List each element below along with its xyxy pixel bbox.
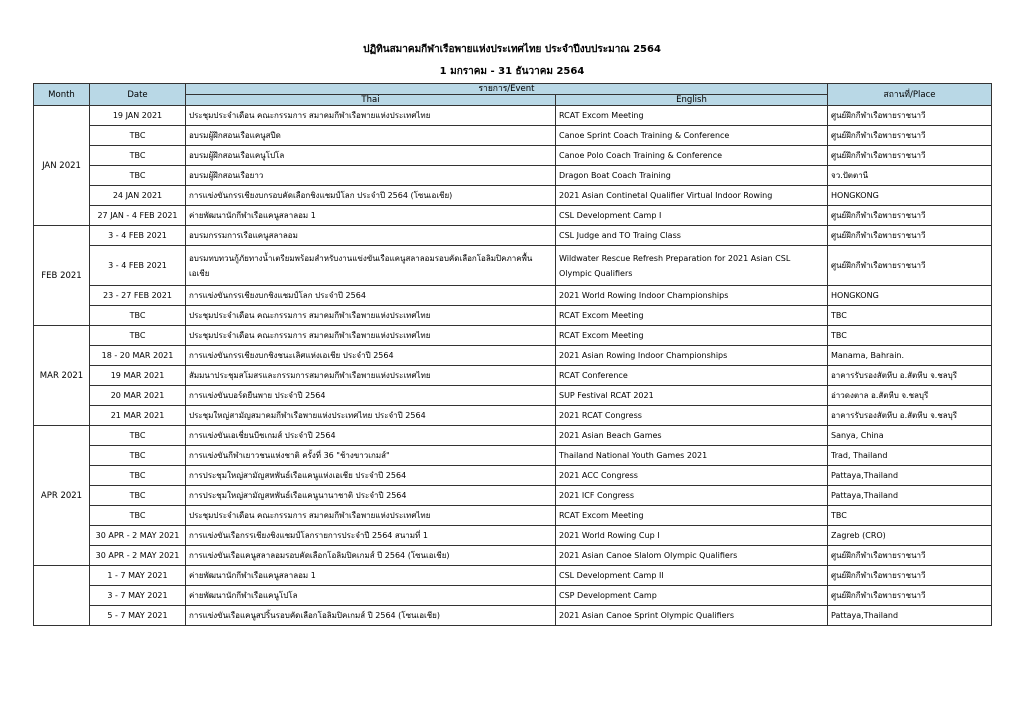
thai-event-cell: อบรมผู้ฝึกสอนเรือแคนูโปโล (186, 146, 556, 166)
date-cell: TBC (90, 466, 186, 486)
english-event-cell: Wildwater Rescue Refresh Preparation for 2021 Asian CSL Olympic Qualifiers (556, 246, 828, 286)
table-row (34, 206, 992, 226)
date-cell: 1 - 7 MAY 2021 (90, 566, 186, 586)
english-event-cell: 2021 ICF Congress (556, 486, 828, 506)
date-cell: 18 - 20 MAR 2021 (90, 346, 186, 366)
english-event-cell: RCAT Conference (556, 366, 828, 386)
thai-event-cell: ประชุมประจำเดือน คณะกรรมการ สมาคมกีฬาเรือพายแห่งประเทศไทย (186, 506, 556, 526)
place-cell: ศูนย์ฝึกกีฬาเรือพายราชนาวี (828, 206, 992, 226)
thai-event-cell: การแข่งขันเรือแคนูสปริ้นรอบคัดเลือกโอลิมปิคเกมส์ ปี 2564 (โซนเอเชีย) (186, 606, 556, 626)
english-event-cell: Canoe Polo Coach Training & Conference (556, 146, 828, 166)
english-event-cell: 2021 Asian Continetal Qualifier Virtual Indoor Rowing (556, 186, 828, 206)
date-cell: TBC (90, 506, 186, 526)
table-row (34, 466, 992, 486)
place-cell: ศูนย์ฝึกกีฬาเรือพายราชนาวี (828, 146, 992, 166)
english-event-cell: RCAT Excom Meeting (556, 306, 828, 326)
table-row (34, 226, 992, 246)
thai-event-cell: ประชุมประจำเดือน คณะกรรมการ สมาคมกีฬาเรือพายแห่งประเทศไทย (186, 306, 556, 326)
date-cell: TBC (90, 166, 186, 186)
thai-event-cell: การแข่งขันกรรเชียงบกชิงแชมป์โลก ประจำปี 2564 (186, 286, 556, 306)
place-cell: จว.ปัตตานี (828, 166, 992, 186)
date-cell: TBC (90, 486, 186, 506)
schedule-table (33, 83, 992, 626)
place-cell: TBC (828, 306, 992, 326)
table-row (34, 166, 992, 186)
thai-event-cell: อบรมผู้ฝึกสอนเรือแคนูสปีด (186, 126, 556, 146)
table-row (34, 606, 992, 626)
place-cell: Pattaya,Thailand (828, 606, 992, 626)
english-event-cell: CSL Development Camp II (556, 566, 828, 586)
english-event-cell: 2021 World Rowing Cup I (556, 526, 828, 546)
table-row (34, 586, 992, 606)
english-event-cell: RCAT Excom Meeting (556, 506, 828, 526)
table-row (34, 506, 992, 526)
place-cell: อาคารรับรองสัตหีบ อ.สัตหีบ จ.ชลบุรี (828, 366, 992, 386)
date-cell: 5 - 7 MAY 2021 (90, 606, 186, 626)
english-event-cell: 2021 ACC Congress (556, 466, 828, 486)
table-row (34, 566, 992, 586)
thai-event-cell: ค่ายพัฒนานักกีฬาเรือแคนูโปโล (186, 586, 556, 606)
date-cell: TBC (90, 446, 186, 466)
place-cell: ศูนย์ฝึกกีฬาเรือพายราชนาวี (828, 586, 992, 606)
place-cell: ศูนย์ฝึกกีฬาเรือพายราชนาวี (828, 106, 992, 126)
thai-event-cell: การแข่งขันกีฬาเยาวชนแห่งชาติ ครั้งที่ 36 "ช้างขาวเกมส์" (186, 446, 556, 466)
english-event-cell: 2021 Asian Canoe Sprint Olympic Qualifiers (556, 606, 828, 626)
table-row (34, 286, 992, 306)
table-row (34, 406, 992, 426)
date-cell: 30 APR - 2 MAY 2021 (90, 546, 186, 566)
header-place: สถานที่/Place (828, 84, 992, 106)
thai-event-cell: การแข่งขันเอเชี่ยนบีชเกมส์ ประจำปี 2564 (186, 426, 556, 446)
date-cell: 20 MAR 2021 (90, 386, 186, 406)
place-cell: ศูนย์ฝึกกีฬาเรือพายราชนาวี (828, 226, 992, 246)
header-thai: Thai (186, 95, 556, 106)
table-row (34, 146, 992, 166)
table-row (34, 306, 992, 326)
thai-event-cell: การแข่งขันกรรเชียงบกชิงชนะเลิศแห่งเอเชีย ประจำปี 2564 (186, 346, 556, 366)
thai-event-cell: การแข่งขันเรือกรรเชียงชิงแชมป์โลกรายการประจำปี 2564 สนามที่ 1 (186, 526, 556, 546)
date-cell: TBC (90, 146, 186, 166)
thai-event-cell: ค่ายพัฒนานักกีฬาเรือแคนูสลาลอม 1 (186, 206, 556, 226)
english-event-cell: SUP Festival RCAT 2021 (556, 386, 828, 406)
place-cell: ศูนย์ฝึกกีฬาเรือพายราชนาวี (828, 546, 992, 566)
thai-event-cell: การประชุมใหญ่สามัญสหพันธ์เรือแคนูนานาชาติ ประจำปี 2564 (186, 486, 556, 506)
thai-event-cell: อบรมทบทวนกู้ภัยทางน้ำเตรียมพร้อมสำหรับงานแข่งขันเรือแคนูสลาลอมรอบคัดเลือกโอลิมปิคภาคพื้นเอเชีย (186, 246, 556, 286)
english-event-cell: Canoe Sprint Coach Training & Conference (556, 126, 828, 146)
month-cell (34, 566, 90, 626)
table-row (34, 486, 992, 506)
thai-event-cell: การแข่งขันเรือแคนูสลาลอมรอบคัดเลือกโอลิมปิคเกมส์ ปี 2564 (โซนเอเชีย) (186, 546, 556, 566)
date-cell: TBC (90, 426, 186, 446)
header-date: Date (90, 84, 186, 106)
place-cell: ศูนย์ฝึกกีฬาเรือพายราชนาวี (828, 566, 992, 586)
english-event-cell: 2021 Asian Canoe Slalom Olympic Qualifiers (556, 546, 828, 566)
thai-event-cell: การแข่งขันบอร์ดยืนพาย ประจำปี 2564 (186, 386, 556, 406)
table-row (34, 246, 992, 286)
thai-event-cell: ประชุมใหญ่สามัญสมาคมกีฬาเรือพายแห่งประเทศไทย ประจำปี 2564 (186, 406, 556, 426)
date-cell: 24 JAN 2021 (90, 186, 186, 206)
date-cell: TBC (90, 326, 186, 346)
table-row (34, 526, 992, 546)
english-event-cell: Thailand National Youth Games 2021 (556, 446, 828, 466)
english-event-cell: 2021 Asian Beach Games (556, 426, 828, 446)
thai-event-cell: ค่ายพัฒนานักกีฬาเรือแคนูสลาลอม 1 (186, 566, 556, 586)
thai-event-cell: ประชุมประจำเดือน คณะกรรมการ สมาคมกีฬาเรือพายแห่งประเทศไทย (186, 326, 556, 346)
document-subtitle: 1 มกราคม - 31 ธันวาคม 2564 (439, 66, 585, 77)
month-cell: FEB 2021 (34, 226, 90, 326)
table-row (34, 126, 992, 146)
table-row (34, 186, 992, 206)
date-cell: 23 - 27 FEB 2021 (90, 286, 186, 306)
place-cell: Sanya, China (828, 426, 992, 446)
thai-event-cell: อบรมผู้ฝึกสอนเรือยาว (186, 166, 556, 186)
date-cell: 3 - 4 FEB 2021 (90, 226, 186, 246)
date-cell: TBC (90, 126, 186, 146)
document-title: ปฏิทินสมาคมกีฬาเรือพายแห่งประเทศไทย ประจำปีงบประมาณ 2564 (363, 44, 661, 55)
table-row (34, 386, 992, 406)
table-row (34, 366, 992, 386)
month-cell: MAR 2021 (34, 326, 90, 426)
month-cell: JAN 2021 (34, 106, 90, 226)
date-cell: 3 - 7 MAY 2021 (90, 586, 186, 606)
place-cell: Pattaya,Thailand (828, 486, 992, 506)
english-event-cell: 2021 Asian Rowing Indoor Championships (556, 346, 828, 366)
table-row (34, 326, 992, 346)
thai-event-cell: อบรมกรรมการเรือแคนูสลาลอม (186, 226, 556, 246)
date-cell: 19 MAR 2021 (90, 366, 186, 386)
thai-event-cell: สัมมนาประชุมสโมสรและกรรมการสมาคมกีฬาเรือพายแห่งประเทศไทย (186, 366, 556, 386)
place-cell: HONGKONG (828, 186, 992, 206)
place-cell: TBC (828, 506, 992, 526)
thai-event-cell: ประชุมประจำเดือน คณะกรรมการ สมาคมกีฬาเรือพายแห่งประเทศไทย (186, 106, 556, 126)
english-event-cell: CSL Development Camp I (556, 206, 828, 226)
table-row (34, 546, 992, 566)
header-event: รายการ/Event (186, 84, 828, 95)
thai-event-cell: การแข่งขันกรรเชียงบกรอบคัดเลือกชิงแชมป์โลก ประจำปี 2564 (โซนเอเชีย) (186, 186, 556, 206)
place-cell: Zagreb (CRO) (828, 526, 992, 546)
date-cell: 19 JAN 2021 (90, 106, 186, 126)
header-english: English (556, 95, 828, 106)
place-cell: Pattaya,Thailand (828, 466, 992, 486)
place-cell: ศูนย์ฝึกกีฬาเรือพายราชนาวี (828, 246, 992, 286)
date-cell: 27 JAN - 4 FEB 2021 (90, 206, 186, 226)
place-cell: Manama, Bahrain. (828, 346, 992, 366)
english-event-cell: Dragon Boat Coach Training (556, 166, 828, 186)
table-row (34, 446, 992, 466)
place-cell: อ่าวดงตาล อ.สัตหีบ จ.ชลบุรี (828, 386, 992, 406)
place-cell: Trad, Thailand (828, 446, 992, 466)
english-event-cell: CSP Development Camp (556, 586, 828, 606)
schedule-body (34, 106, 992, 626)
thai-event-cell: การประชุมใหญ่สามัญสหพันธ์เรือแคนูแห่งเอเชีย ประจำปี 2564 (186, 466, 556, 486)
table-row (34, 426, 992, 446)
place-cell: ศูนย์ฝึกกีฬาเรือพายราชนาวี (828, 126, 992, 146)
table-row (34, 106, 992, 126)
table-row (34, 346, 992, 366)
place-cell: TBC (828, 326, 992, 346)
header-month: Month (34, 84, 90, 106)
english-event-cell: RCAT Excom Meeting (556, 106, 828, 126)
place-cell: HONGKONG (828, 286, 992, 306)
date-cell: TBC (90, 306, 186, 326)
english-event-cell: CSL Judge and TO Traing Class (556, 226, 828, 246)
date-cell: 30 APR - 2 MAY 2021 (90, 526, 186, 546)
english-event-cell: 2021 RCAT Congress (556, 406, 828, 426)
date-cell: 21 MAR 2021 (90, 406, 186, 426)
date-cell: 3 - 4 FEB 2021 (90, 246, 186, 286)
place-cell: อาคารรับรองสัตหีบ อ.สัตหีบ จ.ชลบุรี (828, 406, 992, 426)
month-cell: APR 2021 (34, 426, 90, 566)
english-event-cell: 2021 World Rowing Indoor Championships (556, 286, 828, 306)
english-event-cell: RCAT Excom Meeting (556, 326, 828, 346)
